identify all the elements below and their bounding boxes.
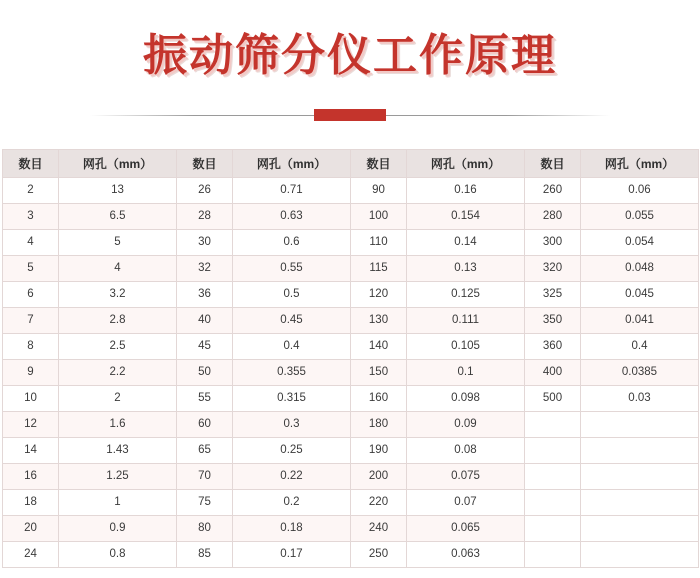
table-cell [581, 541, 699, 567]
table-cell: 0.45 [233, 307, 351, 333]
table-cell: 160 [351, 385, 407, 411]
table-cell: 0.71 [233, 177, 351, 203]
table-cell [525, 515, 581, 541]
table-cell: 80 [177, 515, 233, 541]
table-cell: 140 [351, 333, 407, 359]
table-row [3, 411, 699, 437]
table-cell: 220 [351, 489, 407, 515]
table-body [3, 177, 699, 567]
table-row [3, 229, 699, 255]
table-cell: 6.5 [59, 203, 177, 229]
table-cell [581, 489, 699, 515]
table-cell [525, 437, 581, 463]
title-divider [90, 109, 610, 123]
table-cell: 0.075 [407, 463, 525, 489]
column-header-size-2: 网孔（mm） [233, 149, 351, 177]
table-cell: 4 [59, 255, 177, 281]
table-cell: 190 [351, 437, 407, 463]
table-cell: 26 [177, 177, 233, 203]
table-cell: 0.6 [233, 229, 351, 255]
table-cell: 260 [525, 177, 581, 203]
table-cell: 0.5 [233, 281, 351, 307]
table-cell: 1.25 [59, 463, 177, 489]
table-cell: 0.0385 [581, 359, 699, 385]
table-cell: 0.041 [581, 307, 699, 333]
table-cell: 0.18 [233, 515, 351, 541]
table-cell: 0.4 [581, 333, 699, 359]
table-row [3, 489, 699, 515]
table-cell: 0.9 [59, 515, 177, 541]
table-cell: 75 [177, 489, 233, 515]
table-cell: 0.14 [407, 229, 525, 255]
table-cell: 0.4 [233, 333, 351, 359]
column-header-size-3: 网孔（mm） [407, 149, 525, 177]
table-cell: 45 [177, 333, 233, 359]
table-cell: 0.25 [233, 437, 351, 463]
mesh-table-container [0, 149, 700, 568]
table-cell: 1.43 [59, 437, 177, 463]
table-cell: 250 [351, 541, 407, 567]
table-cell: 0.09 [407, 411, 525, 437]
table-row [3, 463, 699, 489]
table-cell: 280 [525, 203, 581, 229]
table-cell: 40 [177, 307, 233, 333]
table-cell: 0.048 [581, 255, 699, 281]
table-cell: 0.045 [581, 281, 699, 307]
table-cell: 2.8 [59, 307, 177, 333]
table-cell: 2.2 [59, 359, 177, 385]
table-cell: 24 [3, 541, 59, 567]
column-header-mesh-1: 数目 [3, 149, 59, 177]
column-header-mesh-2: 数目 [177, 149, 233, 177]
table-row [3, 333, 699, 359]
table-cell: 16 [3, 463, 59, 489]
table-cell: 0.8 [59, 541, 177, 567]
table-cell [525, 489, 581, 515]
table-cell: 3 [3, 203, 59, 229]
table-cell: 12 [3, 411, 59, 437]
table-cell [525, 463, 581, 489]
table-header [3, 149, 699, 177]
table-cell: 0.2 [233, 489, 351, 515]
table-cell: 30 [177, 229, 233, 255]
table-row [3, 359, 699, 385]
table-cell: 2.5 [59, 333, 177, 359]
table-cell: 115 [351, 255, 407, 281]
table-cell: 120 [351, 281, 407, 307]
table-cell: 0.055 [581, 203, 699, 229]
table-row [3, 203, 699, 229]
table-cell: 0.063 [407, 541, 525, 567]
table-cell: 8 [3, 333, 59, 359]
table-cell: 5 [59, 229, 177, 255]
table-cell: 150 [351, 359, 407, 385]
table-cell: 360 [525, 333, 581, 359]
table-cell: 0.355 [233, 359, 351, 385]
table-cell: 0.098 [407, 385, 525, 411]
table-cell: 0.22 [233, 463, 351, 489]
table-cell: 180 [351, 411, 407, 437]
column-header-mesh-3: 数目 [351, 149, 407, 177]
table-cell: 2 [59, 385, 177, 411]
table-cell: 110 [351, 229, 407, 255]
table-cell: 325 [525, 281, 581, 307]
table-cell: 0.07 [407, 489, 525, 515]
table-cell [581, 411, 699, 437]
divider-bar [314, 109, 386, 121]
table-row [3, 281, 699, 307]
table-row [3, 515, 699, 541]
table-cell [581, 437, 699, 463]
table-row [3, 177, 699, 203]
title-block [0, 0, 700, 123]
table-cell: 32 [177, 255, 233, 281]
table-cell: 1.6 [59, 411, 177, 437]
table-cell: 0.63 [233, 203, 351, 229]
table-cell: 1 [59, 489, 177, 515]
page-title: 振动筛分仪工作原理 [143, 30, 557, 81]
table-cell: 300 [525, 229, 581, 255]
table-cell: 3.2 [59, 281, 177, 307]
table-cell: 0.154 [407, 203, 525, 229]
table-cell: 400 [525, 359, 581, 385]
table-cell [581, 515, 699, 541]
table-cell: 65 [177, 437, 233, 463]
table-header-row [3, 149, 699, 177]
table-cell: 0.065 [407, 515, 525, 541]
table-cell: 5 [3, 255, 59, 281]
table-cell: 0.08 [407, 437, 525, 463]
table-cell [525, 411, 581, 437]
table-cell: 18 [3, 489, 59, 515]
table-cell: 9 [3, 359, 59, 385]
table-row [3, 541, 699, 567]
table-cell: 4 [3, 229, 59, 255]
table-cell: 0.03 [581, 385, 699, 411]
table-cell: 0.315 [233, 385, 351, 411]
table-cell: 85 [177, 541, 233, 567]
table-cell: 0.06 [581, 177, 699, 203]
table-cell: 100 [351, 203, 407, 229]
column-header-size-1: 网孔（mm） [59, 149, 177, 177]
table-row [3, 255, 699, 281]
table-cell [525, 541, 581, 567]
table-row [3, 437, 699, 463]
table-cell: 10 [3, 385, 59, 411]
table-cell: 500 [525, 385, 581, 411]
table-cell: 240 [351, 515, 407, 541]
table-cell: 28 [177, 203, 233, 229]
table-cell [581, 463, 699, 489]
column-header-mesh-4: 数目 [525, 149, 581, 177]
table-cell: 7 [3, 307, 59, 333]
table-cell: 70 [177, 463, 233, 489]
table-row [3, 385, 699, 411]
table-cell: 320 [525, 255, 581, 281]
table-cell: 60 [177, 411, 233, 437]
table-cell: 0.105 [407, 333, 525, 359]
table-cell: 0.55 [233, 255, 351, 281]
table-cell: 0.054 [581, 229, 699, 255]
table-cell: 0.17 [233, 541, 351, 567]
table-cell: 0.125 [407, 281, 525, 307]
column-header-size-4: 网孔（mm） [581, 149, 699, 177]
table-cell: 0.1 [407, 359, 525, 385]
table-cell: 0.3 [233, 411, 351, 437]
table-cell: 350 [525, 307, 581, 333]
table-cell: 36 [177, 281, 233, 307]
table-cell: 50 [177, 359, 233, 385]
table-cell: 14 [3, 437, 59, 463]
table-cell: 55 [177, 385, 233, 411]
mesh-size-table [2, 149, 699, 568]
table-cell: 130 [351, 307, 407, 333]
table-cell: 2 [3, 177, 59, 203]
table-cell: 0.16 [407, 177, 525, 203]
table-cell: 200 [351, 463, 407, 489]
table-cell: 90 [351, 177, 407, 203]
table-cell: 13 [59, 177, 177, 203]
table-cell: 6 [3, 281, 59, 307]
table-row [3, 307, 699, 333]
table-cell: 0.13 [407, 255, 525, 281]
table-cell: 0.111 [407, 307, 525, 333]
table-cell: 20 [3, 515, 59, 541]
